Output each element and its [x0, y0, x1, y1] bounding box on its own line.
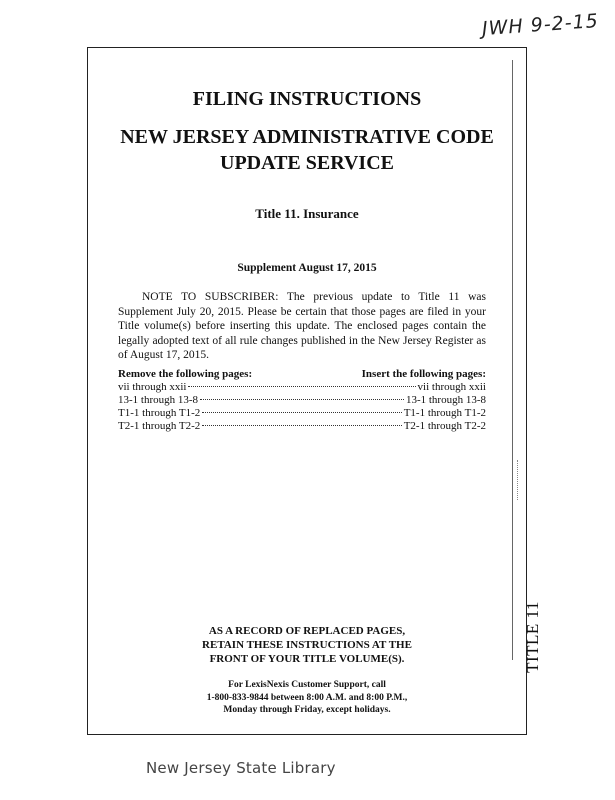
- title-side-tab-label: TITLE 11: [523, 601, 542, 673]
- dot-leader: [188, 386, 415, 387]
- record-line-1: AS A RECORD OF REPLACED PAGES,: [208, 625, 406, 637]
- spine-dots: [517, 460, 519, 500]
- page-title: FILING INSTRUCTIONS: [192, 88, 422, 110]
- remove-pages-cell: T1-1 through T1-2: [118, 407, 201, 419]
- page-subtitle: [87, 124, 527, 176]
- dot-leader: [202, 425, 401, 426]
- insert-pages-cell: T2-1 through T2-2: [403, 420, 486, 432]
- table-row: [118, 407, 486, 420]
- dot-leader: [200, 399, 404, 400]
- support-line-3: Monday through Friday, except holidays.: [223, 705, 391, 715]
- table-row: [118, 420, 486, 433]
- insert-pages-cell: vii through xxii: [417, 381, 486, 393]
- insert-pages-cell: 13-1 through 13-8: [405, 394, 486, 406]
- support-line-1: For LexisNexis Customer Support, call: [228, 680, 386, 690]
- record-line-3: FRONT OF YOUR TITLE VOLUME(S).: [209, 653, 405, 665]
- remove-pages-header: Remove the following pages:: [118, 368, 253, 380]
- subscriber-note: NOTE TO SUBSCRIBER: The previous update to Title 11 was Supplement July 20, 2015. Please be certain that those pages are filed in your Title volume(s) before inserting this update. The enclosed pages contain the legally adopted text of all rule changes published in the New Jersey Register as of August 17, 2015.: [118, 291, 486, 361]
- handwritten-initials-date: JWH 9-2-15: [481, 9, 600, 41]
- insert-pages-header: Insert the following pages:: [361, 368, 486, 380]
- subtitle-line-2: UPDATE SERVICE: [220, 152, 394, 174]
- remove-pages-cell: 13-1 through 13-8: [118, 394, 199, 406]
- pages-table-header: [118, 368, 486, 381]
- library-stamp: New Jersey State Library: [146, 759, 336, 777]
- record-instructions: [87, 624, 527, 666]
- title-name: Title 11. Insurance: [255, 206, 359, 221]
- table-row: [118, 381, 486, 394]
- record-line-2: RETAIN THESE INSTRUCTIONS AT THE: [202, 639, 412, 651]
- remove-pages-cell: vii through xxii: [118, 381, 187, 393]
- subtitle-line-1: NEW JERSEY ADMINISTRATIVE CODE: [120, 126, 494, 148]
- insert-pages-cell: T1-1 through T1-2: [403, 407, 486, 419]
- pages-table: [118, 368, 486, 433]
- dot-leader: [202, 412, 401, 413]
- table-row: [118, 394, 486, 407]
- remove-pages-cell: T2-1 through T2-2: [118, 420, 201, 432]
- customer-support-info: [87, 679, 527, 717]
- supplement-date: Supplement August 17, 2015: [237, 262, 377, 274]
- support-line-2: 1-800-833-9844 between 8:00 A.M. and 8:00 P.M.,: [206, 692, 408, 703]
